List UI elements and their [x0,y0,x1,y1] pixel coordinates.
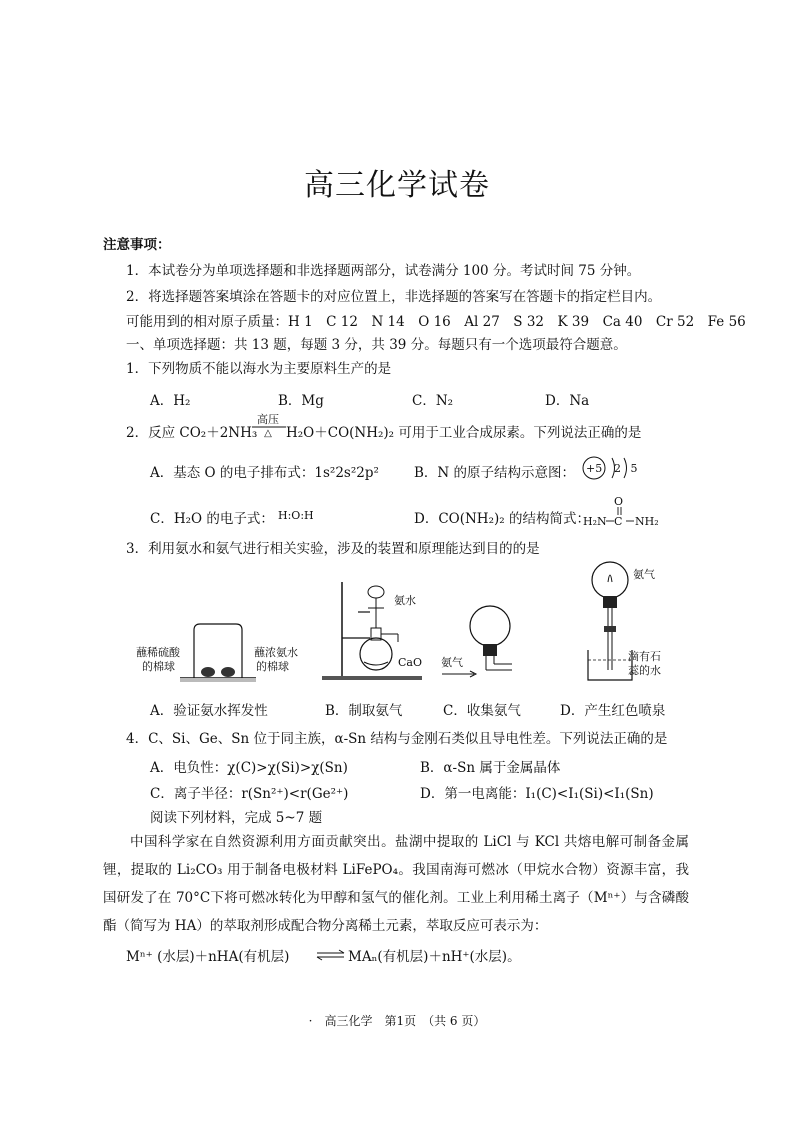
apparatus-b-label-1: 氨水 [394,594,416,607]
q2-option-c: C．H₂O 的电子式： [150,511,274,527]
apparatus-c-label-1: 氨气 [441,656,463,669]
question-3-stem: 3．利用氨水和氨气进行相关实验，涉及的装置和原理能达到目的的是 [126,541,540,557]
electron-shells: 2 5 [614,462,641,475]
reaction-condition-bottom: △ [264,428,272,439]
urea-left-amine: H₂N [583,515,607,528]
q4-option-d: D．第一电离能：I₁(C)<I₁(Si)<I₁(Sn) [420,786,654,802]
apparatus-d-label-2: 滴有石 [628,650,661,663]
question-4-stem: 4．C、Si、Ge、Sn 位于同主族，α-Sn 结构与金刚石类似且导电性差。下列说法正确的是 [126,731,668,747]
urea-carbon: C [614,515,623,528]
apparatus-c-diagram [440,600,530,684]
atomic-masses: 可能用到的相对原子质量：H 1 C 12 N 14 O 16 Al 27 S 32 K 39 Ca 40 Cr 52 Fe 56 [126,314,746,330]
q1-option-c: C．N₂ [412,393,454,409]
notice-item-1: 1．本试卷分为单项选择题和非选择题两部分，试卷满分 100 分。考试时间 75 分钟。 [126,263,641,279]
equation-left: Mⁿ⁺ (水层)＋nHA(有机层) [126,949,290,965]
reading-passage: 中国科学家在自然资源利用方面贡献突出。盐湖中提取的 LiCl 与 KCl 共熔电解可制备金属锂，提取的 Li₂CO₃ 用于制备电极材料 LiFePO₄。我国南海可燃冰（甲烷水合物）资源丰富，我国研发了在 70°C下将可燃冰转化为甲醇和氢气的催化剂。工业上利用稀土离子（Mⁿ⁺）与含磷酸酯（简写为 HA）的萃取剂形成配合物分离稀土元素，萃取反应可表示为： [103,834,689,934]
page-title: 高三化学试卷 [304,168,490,203]
question-1-stem: 1．下列物质不能以海水为主要原料生产的是 [126,361,392,377]
q3-option-a: A．验证氨水挥发性 [150,703,268,719]
apparatus-d-label-1: 氨气 [633,568,655,581]
q1-option-b: B．Mg [278,393,324,409]
equilibrium-arrow [316,949,346,961]
q4-option-b: B．α-Sn 属于金属晶体 [420,760,561,776]
page-footer: · 高三化学 第1页 （共 6 页） [308,1014,486,1028]
equation-right: MAₙ(有机层)＋nH⁺(水层)。 [348,949,521,965]
apparatus-a-label-2: 的棉球 [142,660,175,673]
notice-item-2: 2．将选择题答案填涂在答题卡的对应位置上，非选择题的答案写在答题卡的指定栏目内。 [126,289,662,305]
water-electron-formula: H:O:H [278,509,314,522]
q2-option-a: A．基态 O 的电子排布式：1s²2s²2p² [150,465,379,481]
q2-option-d: D．CO(NH₂)₂ 的结构简式： [414,511,590,527]
q3-option-d: D．产生红色喷泉 [560,703,666,719]
reaction-condition-top: 高压 [257,413,279,426]
apparatus-a-diagram [178,620,258,682]
q2-option-b: B．N 的原子结构示意图： [414,465,576,481]
apparatus-a-label-3: 蘸浓氨水 [254,646,298,659]
apparatus-b-label-2: CaO [398,656,422,669]
q1-option-a: A．H₂ [150,393,191,409]
q4-option-a: A．电负性：χ(C)>χ(Si)>χ(Sn) [150,760,348,776]
nucleus-charge: +5 [586,462,603,475]
apparatus-a-label-1: 蘸稀硫酸 [136,646,180,659]
q3-option-c: C．收集氨气 [443,703,521,719]
apparatus-a-label-4: 的棉球 [256,660,289,673]
section-heading: 一、单项选择题：共 13 题，每题 3 分，共 39 分。每题只有一个选项最符合题意。 [126,337,627,353]
question-2-stem-pre: 2．反应 CO₂＋2NH₃ [126,425,258,441]
q4-option-c: C．离子半径：r(Sn²⁺)<r(Ge²⁺) [150,786,349,802]
apparatus-d-label-3: 蕊的水 [628,664,661,677]
reading-intro: 阅读下列材料，完成 5~7 题 [150,810,323,826]
urea-oxygen: O [614,495,624,508]
question-2-stem-post: H₂O＋CO(NH₂)₂ 可用于工业合成尿素。下列说法正确的是 [286,425,642,441]
q1-option-d: D．Na [545,393,590,409]
urea-right-amine: NH₂ [635,515,659,528]
notice-heading: 注意事项： [103,237,171,253]
q3-option-b: B．制取氨气 [325,703,403,719]
